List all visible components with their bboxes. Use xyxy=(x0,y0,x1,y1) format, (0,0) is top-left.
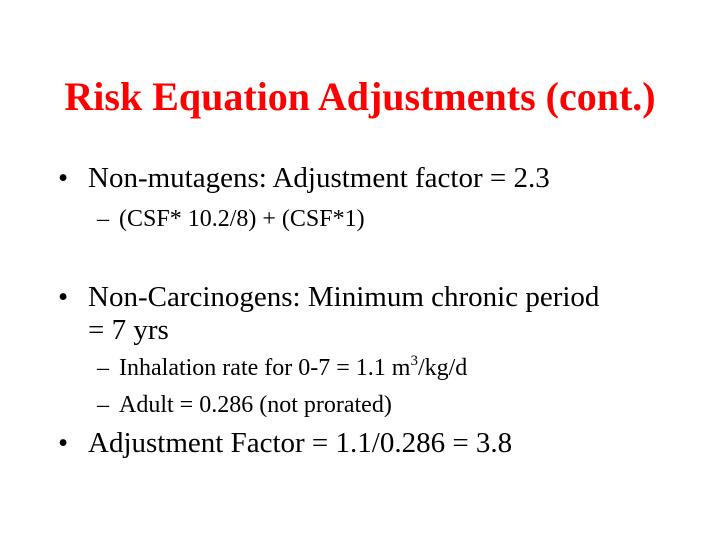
subitem-text xyxy=(119,354,467,382)
bullet-marker: • xyxy=(58,162,69,194)
bullet-marker: • xyxy=(58,281,69,313)
bullet-text-line-2: = 7 yrs xyxy=(88,314,169,346)
subitem-text-main: Inhalation rate for 0-7 = 1.1 m xyxy=(119,355,411,381)
subitem-marker: – xyxy=(97,206,109,232)
subitem-text: (CSF* 10.2/8) + (CSF*1) xyxy=(119,206,365,232)
subitem-text-unit: /kg/d xyxy=(417,355,468,381)
subitem-marker: – xyxy=(97,392,109,418)
bullet-marker: • xyxy=(58,427,69,459)
bullet-text-line-1: Non-Carcinogens: Minimum chronic period xyxy=(88,281,600,313)
subitem-marker: – xyxy=(97,355,109,381)
bullet-text: Adjustment Factor = 1.1/0.286 = 3.8 xyxy=(88,427,513,459)
bullet-text: Non-mutagens: Adjustment factor = 2.3 xyxy=(88,162,550,194)
subitem-superscript: 3 xyxy=(410,353,418,369)
subitem-text: Adult = 0.286 (not prorated) xyxy=(119,392,392,418)
slide-title: Risk Equation Adjustments (cont.) xyxy=(64,74,656,119)
